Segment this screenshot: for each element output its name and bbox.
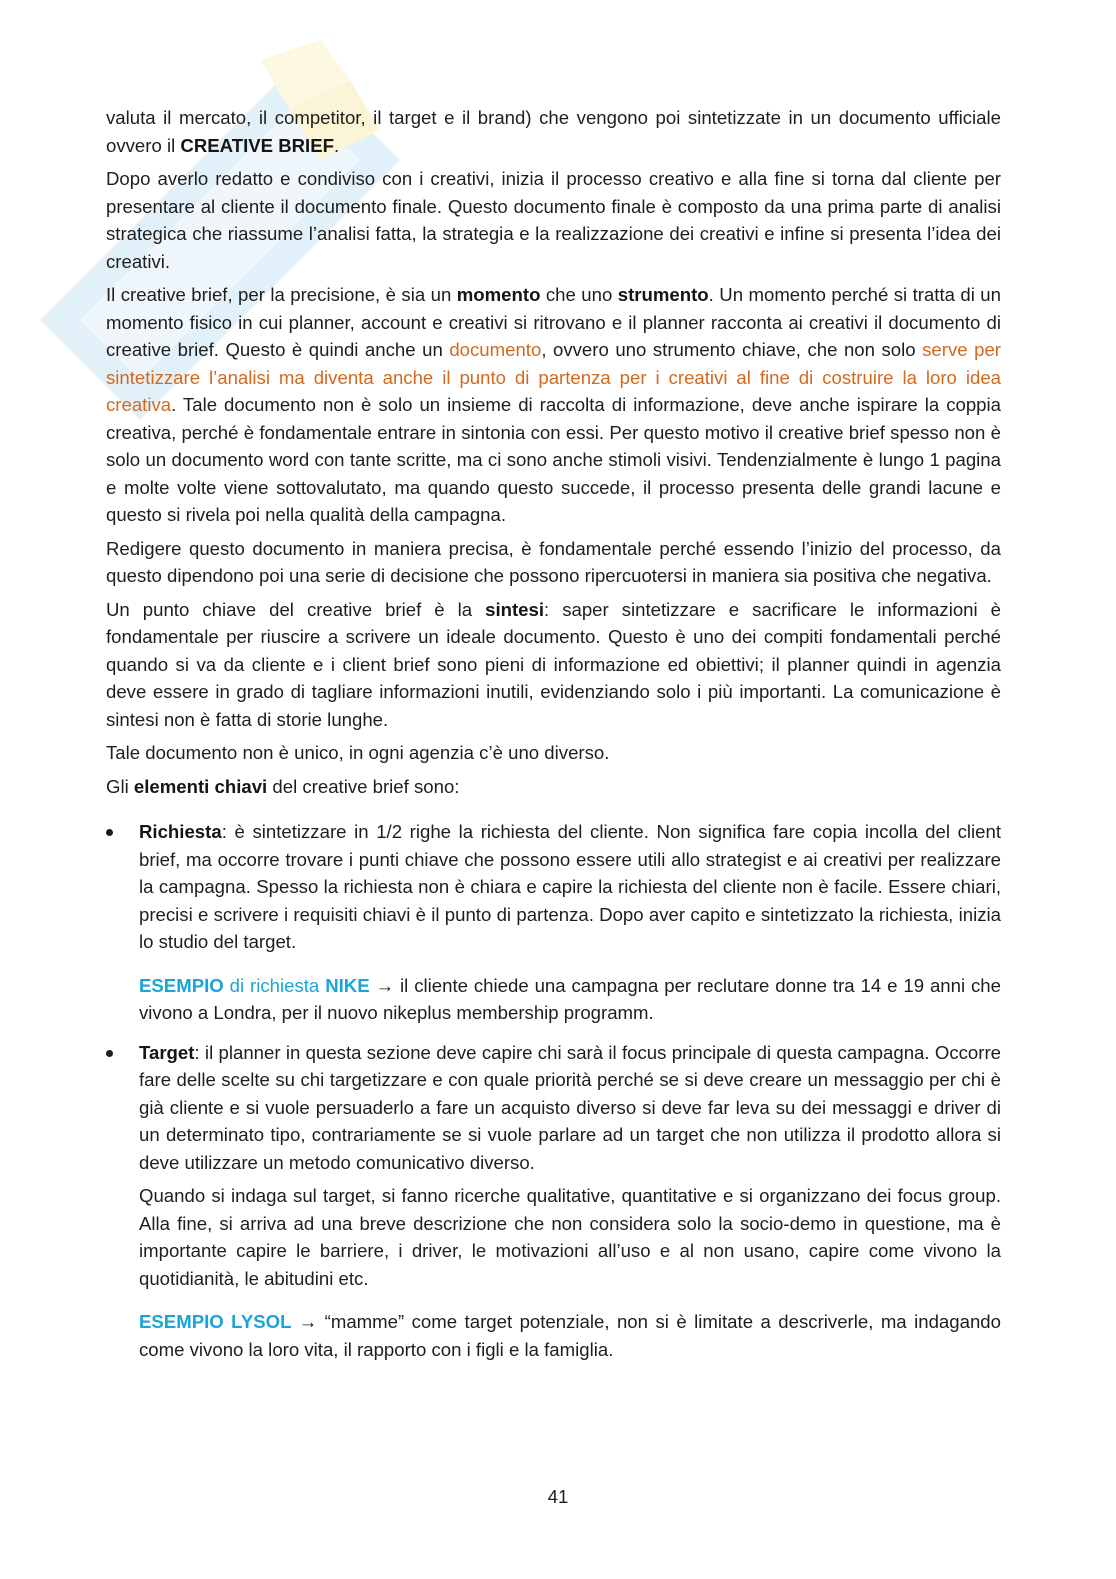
list-item-target: Target: il planner in questa sezione deve capire chi sarà il focus principale di questa campagna. Occorre fare delle scelte su chi targetizzare e con quale priorità perché se si deve creare un messaggio per chi è già cliente e si vuole persuaderlo a fare un acquisto diverso si deve far leva su dei messaggi e driver di un determinato tipo, contrariamente se si vuole parlare ad un target che non utilizza il prodotto allora si deve utilizzare un metodo comunicativo diverso. Quando si indaga sul target, si fanno ricerche qualitative, quantitative e si organizzano dei focus group. Alla fine, si arriva ad una breve descrizione che non considera solo la socio-demo in questione, ma è importante capire le barriere, i driver, le motivazioni all’uso e al non usano, capire come vivono la quotidianità, le abitudini etc. ESEMPIO LYSOL → “mamme” come target potenziale, non si è limitate a descriverle, ma indagando come vivono la loro vita, il rapporto con i figli e la famiglia. bbox=[106, 1039, 1001, 1364]
key-elements-term: elementi chiavi bbox=[133, 775, 268, 797]
example-lysol: ESEMPIO LYSOL → “mamme” come target potenziale, non si è limitate a descriverle, ma indagando come vivono la loro vita, il rapporto con i figli e la famiglia. bbox=[139, 1311, 1001, 1360]
paragraph-process: Dopo averlo redatto e condiviso con i creativi, inizia il processo creativo e alla fine si torna dal cliente per presentare al cliente il documento finale. Questo documento finale è composto da una prima parte di analisi strategica che riassume l’analisi fatta, la strategia e la realizzazione dei creativi e infine si presenta l’idea dei creativi. bbox=[106, 168, 1001, 272]
key-elements-list bbox=[106, 818, 1001, 1363]
highlight-purpose: serve per sintetizzare l’analisi ma diventa anche il punto di partenza per i creativi al fine di costruire la loro idea creativa bbox=[106, 339, 1001, 415]
document-page bbox=[106, 104, 1001, 1375]
paragraph-unique: Tale documento non è unico, in ogni agenzia c’è uno diverso. bbox=[106, 742, 610, 763]
list-item-richiesta: Richiesta: è sintetizzare in 1/2 righe la richiesta del cliente. Non significa fare copia incolla del client brief, ma occorre trovare i punti chiave che possono essere utili allo strategist e ai creativi per realizzare la campagna. Spesso la richiesta non è chiara e capire la richiesta del cliente non è facile. Essere chiari, precisi e scrivere i requisiti chiavi è il punto di partenza. Dopo aver capito e sintetizzato la richiesta, inizia lo studio del target. ESEMPIO di richiesta NIKE → il cliente chiede una campagna per reclutare donne tra 14 e 19 anni che vivono a Londra, per il nuovo nikeplus membership programm. bbox=[106, 818, 1001, 1027]
arrow-right-icon: → bbox=[291, 1311, 325, 1332]
paragraph-synthesis: Un punto chiave del creative brief è la sintesi: saper sintetizzare e sacrificare le informazioni è fondamentale per riuscire a scrivere un ideale documento. Questo è uno dei compiti fondamentali perché quando si va da cliente e i client brief sono pieni di informazione ed obiettivi; il planner quindi in agenzia deve essere in grado di tagliare informazioni inutili, evidenziando solo i più importanti. La comunicazione è sintesi non è fatta di storie lunghe. bbox=[106, 598, 1001, 730]
moment-term: momento bbox=[456, 284, 541, 305]
creative-brief-term: CREATIVE BRIEF bbox=[180, 134, 334, 156]
bullet-icon bbox=[106, 829, 113, 836]
highlight-document: documento bbox=[449, 339, 542, 360]
paragraph-precision: Redigere questo documento in maniera precisa, è fondamentale perché essendo l’inizio del processo, da questo dipendono poi una serie di decisione che possono ripercuotersi in maniera sia positiva che negativa. bbox=[106, 537, 1001, 586]
bullet-icon bbox=[106, 1050, 113, 1057]
paragraph-intro: valuta il mercato, il competitor, il target e il brand) che vengono poi sintetizzate in un documento ufficiale ovvero il CREATIVE BRIEF. bbox=[106, 107, 1001, 156]
page-number: 41 bbox=[547, 1486, 569, 1507]
arrow-right-icon: → bbox=[369, 974, 401, 996]
synthesis-term: sintesi bbox=[485, 598, 545, 620]
paragraph-moment-tool: Il creative brief, per la precisione, è sia un momento che uno strumento. Un momento perché si tratta di un momento fisico in cui planner, account e creativi si ritrovano e il planner racconta ai creativi il documento di creative brief. Questo è quindi anche un documento, ovvero uno strumento chiave, che non solo serve per sintetizzare l’analisi ma diventa anche il punto di partenza per i creativi al fine di costruire la loro idea creativa. Tale documento non è solo un insieme di raccolta di informazione, deve anche ispirare la coppia creativa, perché è fondamentale entrare in sintonia con essi. Per questo motivo il creative brief spesso non è solo un documento word con tante scritte, ma ci sono anche stimoli visivi. Tendenzialmente è lungo 1 pagina e molte volte viene sottovalutato, ma quando questo succede, il processo presenta delle grandi lacune e questo si rivela poi nella qualità della campagna. bbox=[106, 284, 1001, 525]
tool-term: strumento bbox=[617, 284, 709, 305]
example-nike: ESEMPIO di richiesta NIKE → il cliente chiede una campagna per reclutare donne tra 14 e 19 anni che vivono a Londra, per il nuovo nikeplus membership programm. bbox=[139, 974, 1001, 1023]
paragraph-key-elements: Gli elementi chiavi del creative brief sono: bbox=[106, 775, 460, 797]
target-research-paragraph: Quando si indaga sul target, si fanno ricerche qualitative, quantitative e si organizzano dei focus group. Alla fine, si arriva ad una breve descrizione che non considera solo la socio-demo in questione, ma è importante capire le barriere, i driver, le motivazioni all’uso e al non usano, capire come vivono la quotidianità, le abitudini etc. bbox=[139, 1185, 1001, 1289]
